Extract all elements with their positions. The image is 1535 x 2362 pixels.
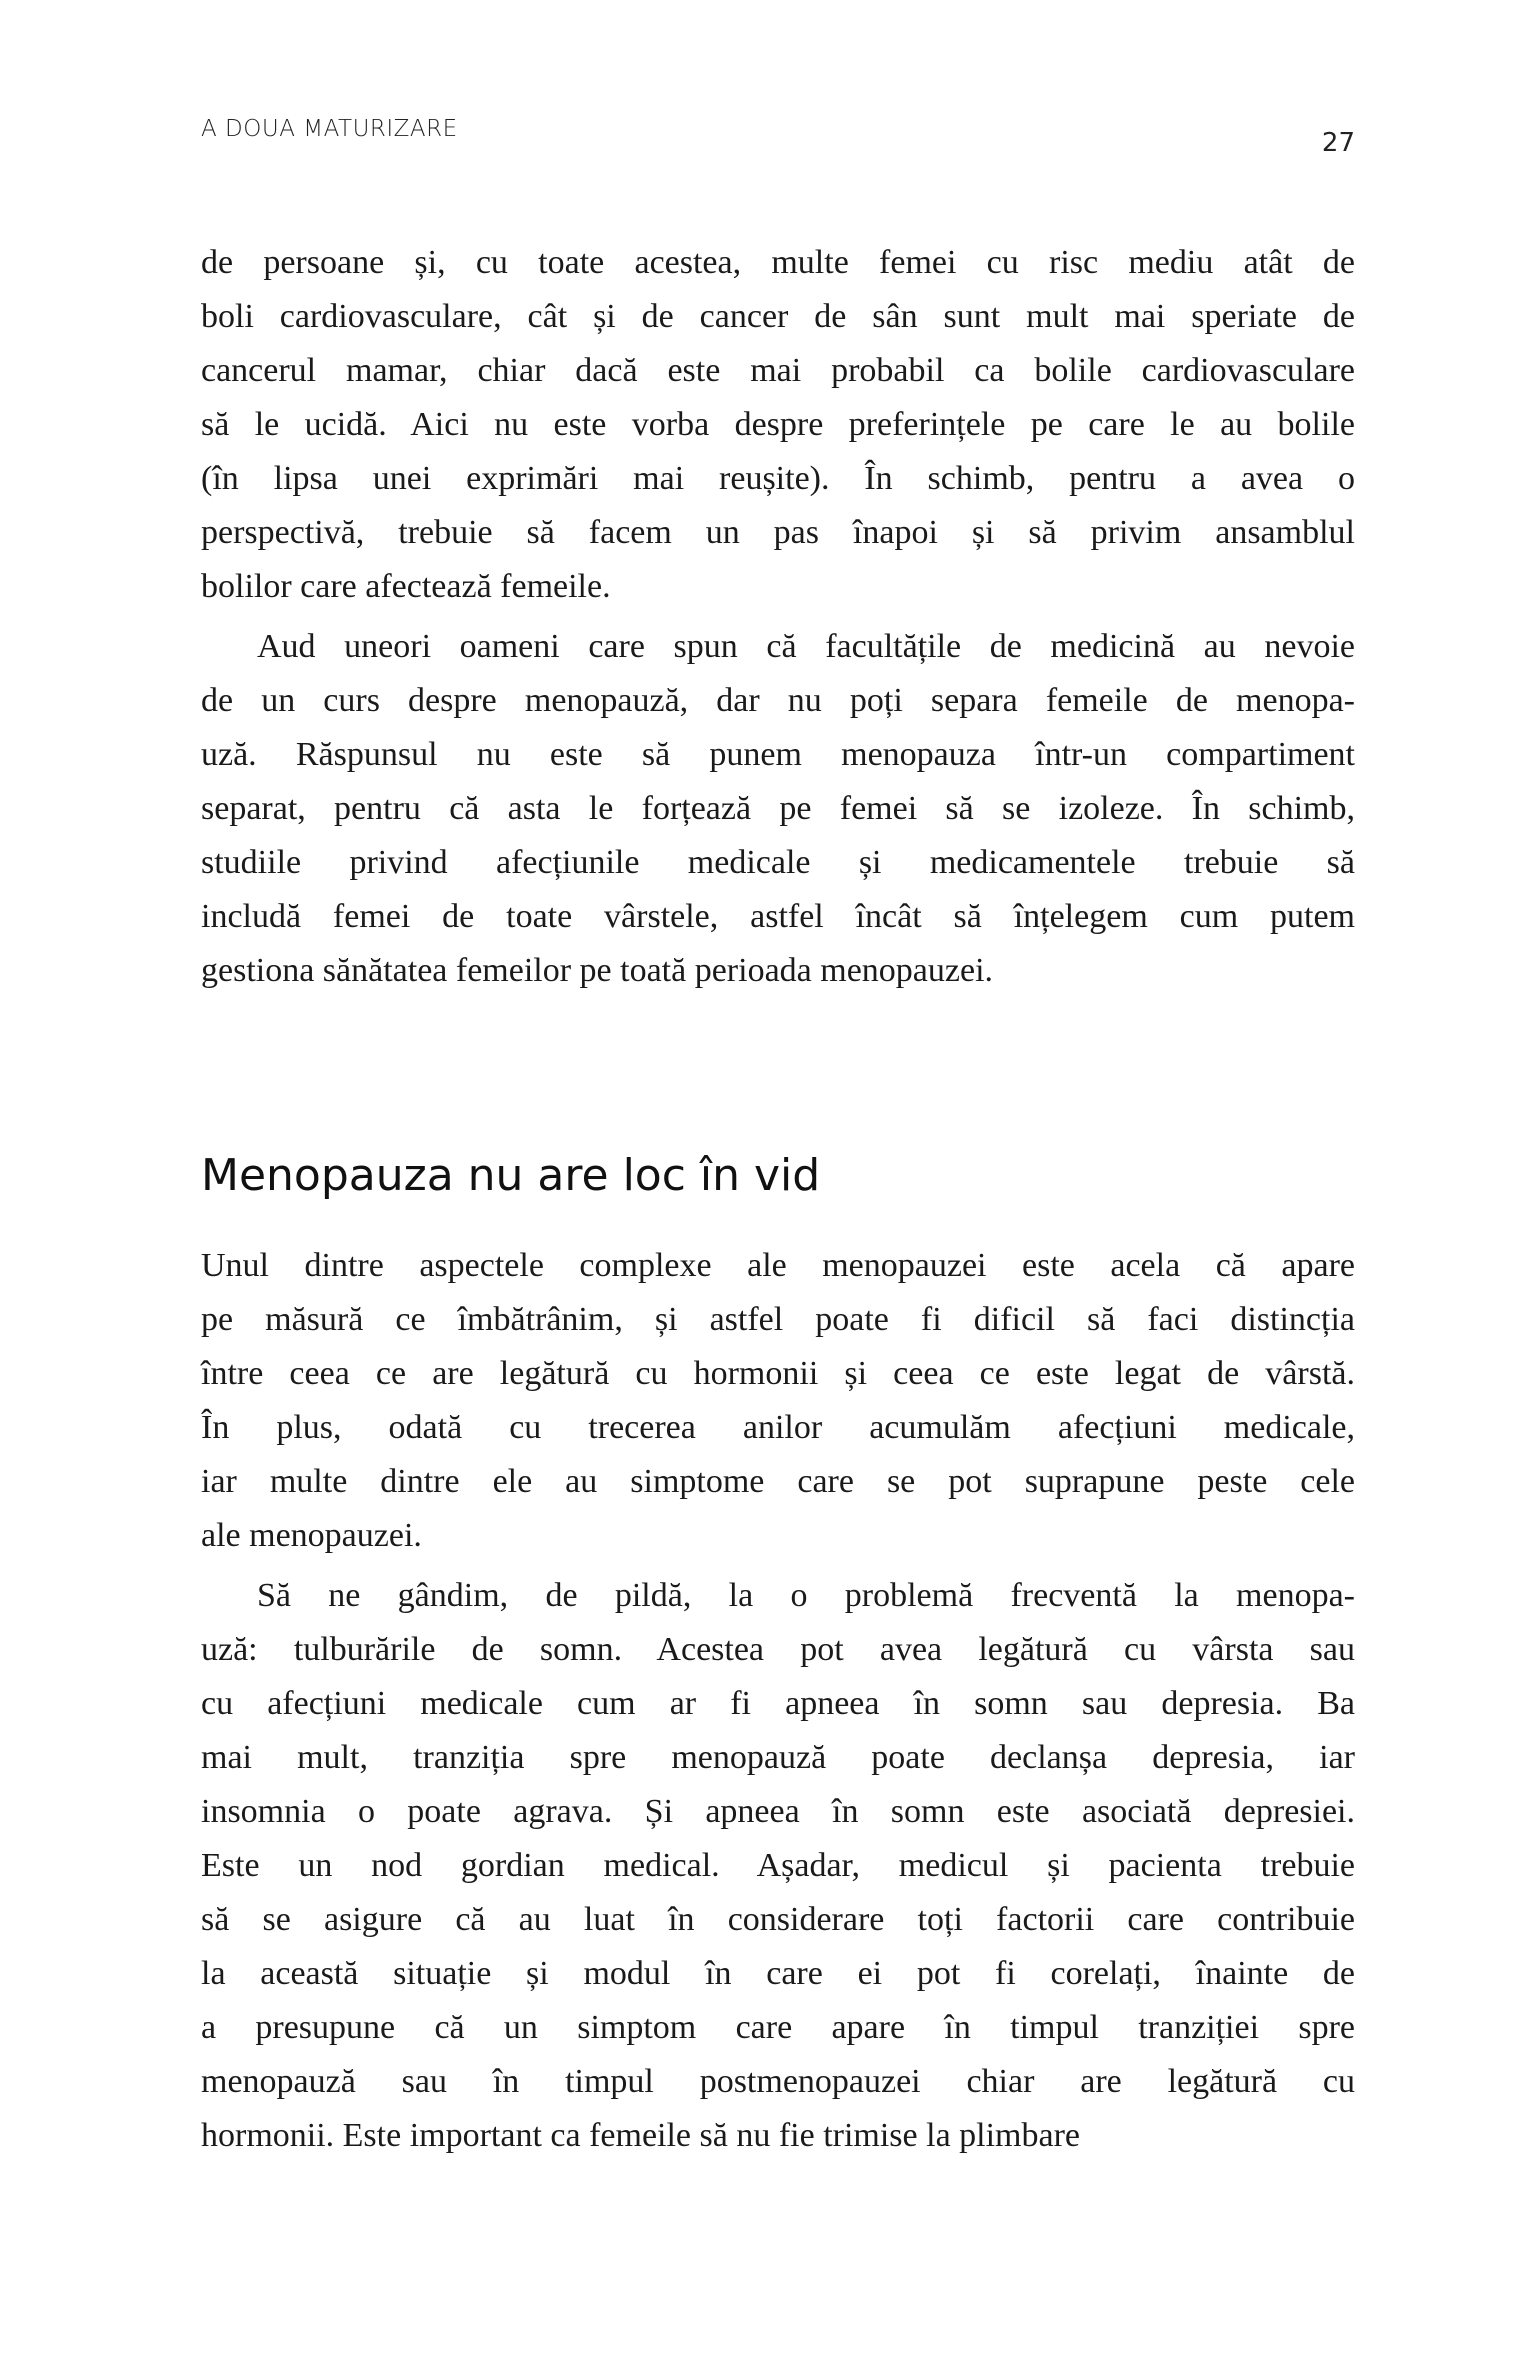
page-number: 27 — [1321, 128, 1355, 158]
text-line: includă femei de toate vârstele, astfel încât să înțelegem cum putem — [201, 898, 1355, 935]
text-line: uză. Răspunsul nu este să punem menopauza într-un compartiment — [201, 736, 1355, 773]
text-line: Unul dintre aspectele complexe ale menopauzei este acela că apare — [201, 1247, 1355, 1284]
paragraph — [201, 620, 1355, 998]
text-line: cancerul mamar, chiar dacă este mai probabil ca bolile cardiovasculare — [201, 352, 1355, 389]
text-line: bolilor care afectează femeile. — [201, 568, 611, 605]
text-line: În plus, odată cu trecerea anilor acumulăm afecțiuni medicale, — [201, 1409, 1355, 1446]
text-line: a presupune că un simptom care apare în timpul tranziției spre — [201, 2009, 1355, 2046]
text-line: Să ne gândim, de pildă, la o problemă frecventă la menopa- — [257, 1577, 1355, 1614]
text-line: hormonii. Este important ca femeile să nu fie trimise la plimbare — [201, 2117, 1081, 2154]
section-heading: Menopauza nu are loc în vid — [201, 1150, 821, 1201]
text-line: insomnia o poate agrava. Și apneea în somn este asociată depresiei. — [201, 1793, 1355, 1830]
text-line: studiile privind afecțiunile medicale și medicamentele trebuie să — [201, 844, 1355, 881]
text-line: Este un nod gordian medical. Așadar, medicul și pacienta trebuie — [201, 1847, 1355, 1884]
text-line: pe măsură ce îmbătrânim, și astfel poate fi dificil să faci distincția — [201, 1301, 1355, 1338]
text-line: între ceea ce are legătură cu hormonii și ceea ce este legat de vârstă. — [201, 1355, 1355, 1392]
text-line: de persoane și, cu toate acestea, multe femei cu risc mediu atât de — [201, 244, 1355, 281]
paragraph — [201, 1239, 1355, 1563]
running-head-title: A DOUA MATURIZARE — [201, 116, 458, 142]
text-line: iar multe dintre ele au simptome care se pot suprapune peste cele — [201, 1463, 1355, 1500]
paragraph — [201, 1569, 1355, 2163]
text-line: separat, pentru că asta le forțează pe femei să se izoleze. În schimb, — [201, 790, 1355, 827]
paragraph — [201, 236, 1355, 614]
text-line: ale menopauzei. — [201, 1517, 422, 1554]
text-line: mai mult, tranziția spre menopauză poate declanșa depresia, iar — [201, 1739, 1355, 1776]
text-line: cu afecțiuni medicale cum ar fi apneea în somn sau depresia. Ba — [201, 1685, 1355, 1722]
text-line: Aud uneori oameni care spun că facultățile de medicină au nevoie — [257, 628, 1355, 665]
section-1-body — [201, 236, 1355, 998]
text-line: uză: tulburările de somn. Acestea pot avea legătură cu vârsta sau — [201, 1631, 1355, 1668]
text-line: la această situație și modul în care ei pot fi corelați, înainte de — [201, 1955, 1355, 1992]
section-2-body — [201, 1239, 1355, 2163]
text-line: perspectivă, trebuie să facem un pas înapoi și să privim ansamblul — [201, 514, 1355, 551]
text-line: menopauză sau în timpul postmenopauzei chiar are legătură cu — [201, 2063, 1355, 2100]
text-line: să le ucidă. Aici nu este vorba despre preferințele pe care le au bolile — [201, 406, 1355, 443]
text-line: gestiona sănătatea femeilor pe toată perioada menopauzei. — [201, 952, 994, 989]
text-line: să se asigure că au luat în considerare toți factorii care contribuie — [201, 1901, 1355, 1938]
text-line: boli cardiovasculare, cât și de cancer de sân sunt mult mai speriate de — [201, 298, 1355, 335]
text-line: (în lipsa unei exprimări mai reușite). În schimb, pentru a avea o — [201, 460, 1355, 497]
text-line: de un curs despre menopauză, dar nu poți separa femeile de menopa- — [201, 682, 1355, 719]
